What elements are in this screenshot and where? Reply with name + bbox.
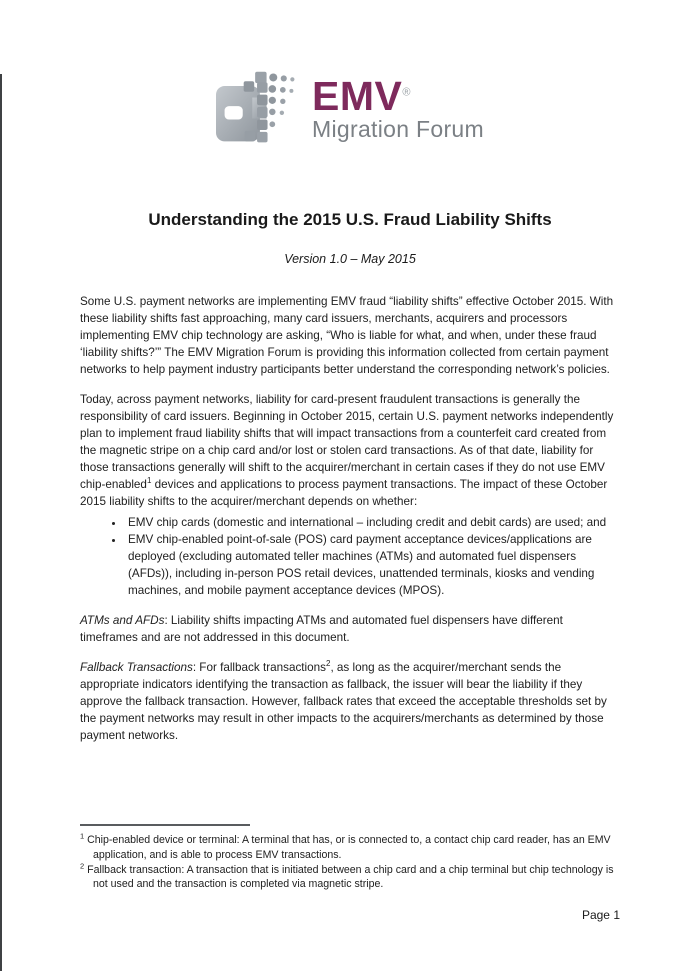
list-item: • EMV chip cards (domestic and international – including credit and debit cards) are used; and (125, 514, 620, 531)
footnote-text: Chip-enabled device or terminal: A terminal that has, or is connected to, a contact chip card reader, has an EMV application, and is able to process EMV transactions. (84, 834, 611, 861)
paragraph-lead: Fallback Transactions (80, 661, 193, 674)
paragraph-text: Today, across payment networks, liability for card-present fraudulent transactions is generally the responsibility of card issuers. Beginning in October 2015, certain U.S. payment networks independently plan to implement fraud liability shifts that will impact transactions from a counterfeit card created from the magnetic stripe on a chip card and/or lost or stolen card transactions. As of that date, liability for those transactions generally will shift to the acquirer/merchant in certain cases if they do not use EMV chip-enabled (80, 393, 614, 491)
document-body (80, 293, 620, 744)
list-item: • EMV chip-enabled point-of-sale (POS) card payment acceptance devices/applications are deployed (excluding automated teller machines (ATMs) and automated fuel dispensers (AFDs)), including in-person POS retail devices, unattended terminals, kiosks and vending machines, and mobile payment acceptance devices (MPOS). (125, 531, 620, 599)
version-line: Version 1.0 – May 2015 (284, 252, 416, 266)
footnotes-section (80, 824, 620, 892)
logo-tagline-text: Migration Forum (312, 115, 484, 142)
emv-chip-dissolve-icon (216, 70, 300, 146)
paragraph-text: devices and applications to process payment transactions. The impact of these October 2015 liability shifts to the acquirer/merchant depends on whether: (80, 478, 608, 508)
footnote-ref-1: 1 (146, 476, 152, 486)
document-title: Understanding the 2015 U.S. Fraud Liability Shifts (148, 210, 552, 229)
registered-mark: ® (402, 85, 411, 98)
page-number: Page 1 (581, 908, 620, 922)
paragraph-atms-afds (80, 612, 620, 646)
footnote-1 (80, 833, 620, 863)
paragraph-text: : Liability shifts impacting ATMs and automated fuel dispensers have different timeframes and are not addressed in this document. (80, 614, 563, 644)
footnote-ref-2: 2 (325, 659, 331, 669)
paragraph-fallback (80, 659, 620, 744)
footnote-number: 1 (80, 831, 85, 841)
paragraph-text: : For fallback transactions (192, 661, 326, 674)
footnote-2 (80, 863, 620, 893)
paragraph-lead: ATMs and AFDs (80, 614, 165, 627)
logo-brand-text: EMV® (312, 72, 411, 119)
paragraph-liability-shift (80, 391, 620, 510)
paragraph-intro: Some U.S. payment networks are implementing EMV fraud “liability shifts” effective October 2015. With these liability shifts fast approaching, many card issuers, merchants, acquirers and processors implementing EMV chip technology are asking, “Who is liable for what, and when, under these fraud ‘liability shifts?’” The EMV Migration Forum is providing this information collected from certain payment networks to help payment industry participants better understand the corresponding network’s policies. (80, 295, 614, 376)
impact-bullet-list (80, 514, 620, 599)
logo-wordmark (312, 72, 484, 142)
footnote-text: Fallback transaction: A transaction that is initiated between a chip card and a chip terminal but chip technology is not used and the transaction is completed via magnetic stripe. (84, 863, 614, 891)
emv-migration-forum-logo (0, 70, 700, 146)
page-left-edge-line (0, 74, 2, 971)
paragraph-text: , as long as the acquirer/merchant sends the appropriate indicators identifying the transaction as fallback, the issuer will bear the liability if they approve the fallback transaction. However, fallback rates that exceed the acceptable thresholds set by the payment networks may result in other impacts to the acquirers/merchants as determined by those payment networks. (80, 661, 607, 742)
footnote-separator-line (80, 824, 250, 826)
footnote-number: 2 (80, 861, 85, 871)
